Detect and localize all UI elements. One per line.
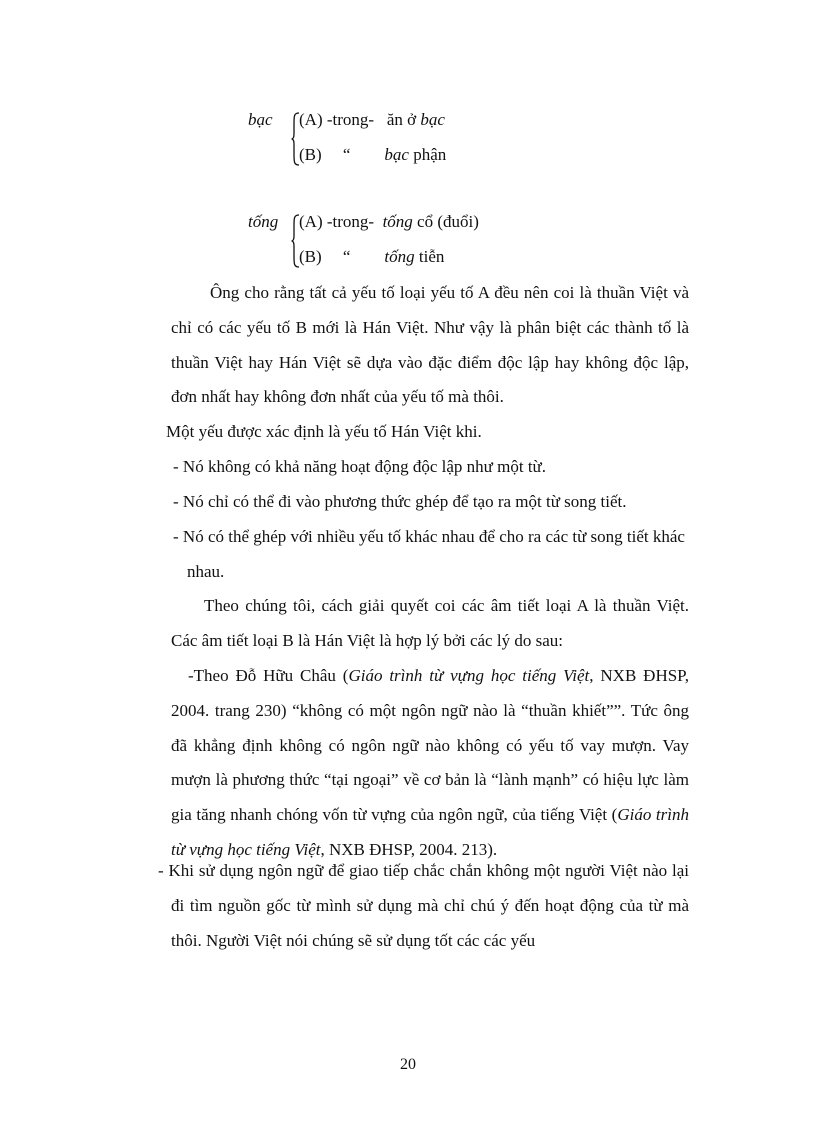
paragraph-opinion: Theo chúng tôi, cách giải quyết coi các âm tiết loại A là thuần Việt. Các âm tiết loại B là Hán Việt là hợp lý bởi các lý do sau: (171, 596, 689, 650)
line-label: (B) (299, 247, 322, 266)
paragraph-intro: Ông cho rằng tất cả yếu tố loại yếu tố A đều nên coi là thuần Việt và chỉ có các yếu tố B mới là Hán Việt. Như vậy là phân biệt các thành tố là thuần Việt hay Hán Việt sẽ dựa vào đặc điểm độc lập hay không độc lập, đơn nhất hay không đơn nhất của yếu tố mà thôi. (171, 283, 689, 407)
line-label: (B) (299, 145, 322, 164)
example-line-a (299, 110, 445, 130)
line-label: (A) -trong- (299, 110, 375, 129)
line-words-tail: cổ (đuổi) (412, 212, 479, 231)
reason-1-book-title: Giáo trình từ vựng học tiếng Việt (171, 805, 689, 859)
line-words-italic: tống (382, 212, 413, 231)
reason-1 (158, 659, 689, 868)
line-words-tail: phận (408, 145, 447, 164)
example-word: tống (248, 212, 279, 231)
example-line-b (299, 145, 446, 165)
line-words-italic: bạc (384, 145, 409, 164)
line-words-tail: tiễn (414, 247, 445, 266)
criteria-item: - Nó chỉ có thể đi vào phương thức ghép để tạo ra một từ song tiết. (173, 492, 627, 511)
ditto-mark: “ (342, 247, 351, 266)
example-line-a (299, 212, 479, 232)
page-number: 20 (400, 1056, 416, 1073)
example-line-b (299, 247, 444, 267)
criteria-item: - Nó không có khả năng hoạt động độc lập như một từ. (173, 457, 547, 476)
reason-1-text: , NXB ĐHSP, 2004. trang 230) “không có một ngôn ngữ nào là “thuần khiết””. Tức ông đã khẳng định không có ngôn ngữ nào không có yếu tố vay mượn. Vay mượn là phương thức “tại ngoại” về cơ bản là “lành mạnh” có hiệu lực làm gia tăng nhanh chóng vốn từ vựng của ngôn ngữ, của tiếng Việt ( (171, 666, 689, 825)
line-words: ăn ở (386, 110, 421, 129)
line-label: (A) -trong- (299, 212, 375, 231)
reason-2: - Khi sử dụng ngôn ngữ để giao tiếp chắc chắn không một người Việt nào lại đi tìm nguồn gốc từ mình sử dụng mà chỉ chú ý đến hoạt động của từ mà thôi. Người Việt nói chúng sẽ sử dụng tốt các các yếu (158, 861, 689, 950)
ditto-mark: “ (342, 145, 351, 164)
criteria-item: - Nó có thể ghép với nhiều yếu tố khác nhau để cho ra các từ song tiết khác nhau. (173, 527, 685, 581)
reason-1-book-title: Giáo trình từ vựng học tiếng Việt (348, 666, 590, 685)
line-words-italic: tống (384, 247, 415, 266)
criteria-lead: Một yếu được xác định là yếu tố Hán Việt khi. (166, 422, 482, 441)
example-word: bạc (248, 110, 273, 129)
line-words-italic: bạc (420, 110, 445, 129)
reason-1-text: -Theo Đỗ Hữu Châu ( (188, 666, 349, 685)
reason-1-text: , NXB ĐHSP, 2004. 213). (320, 839, 498, 859)
